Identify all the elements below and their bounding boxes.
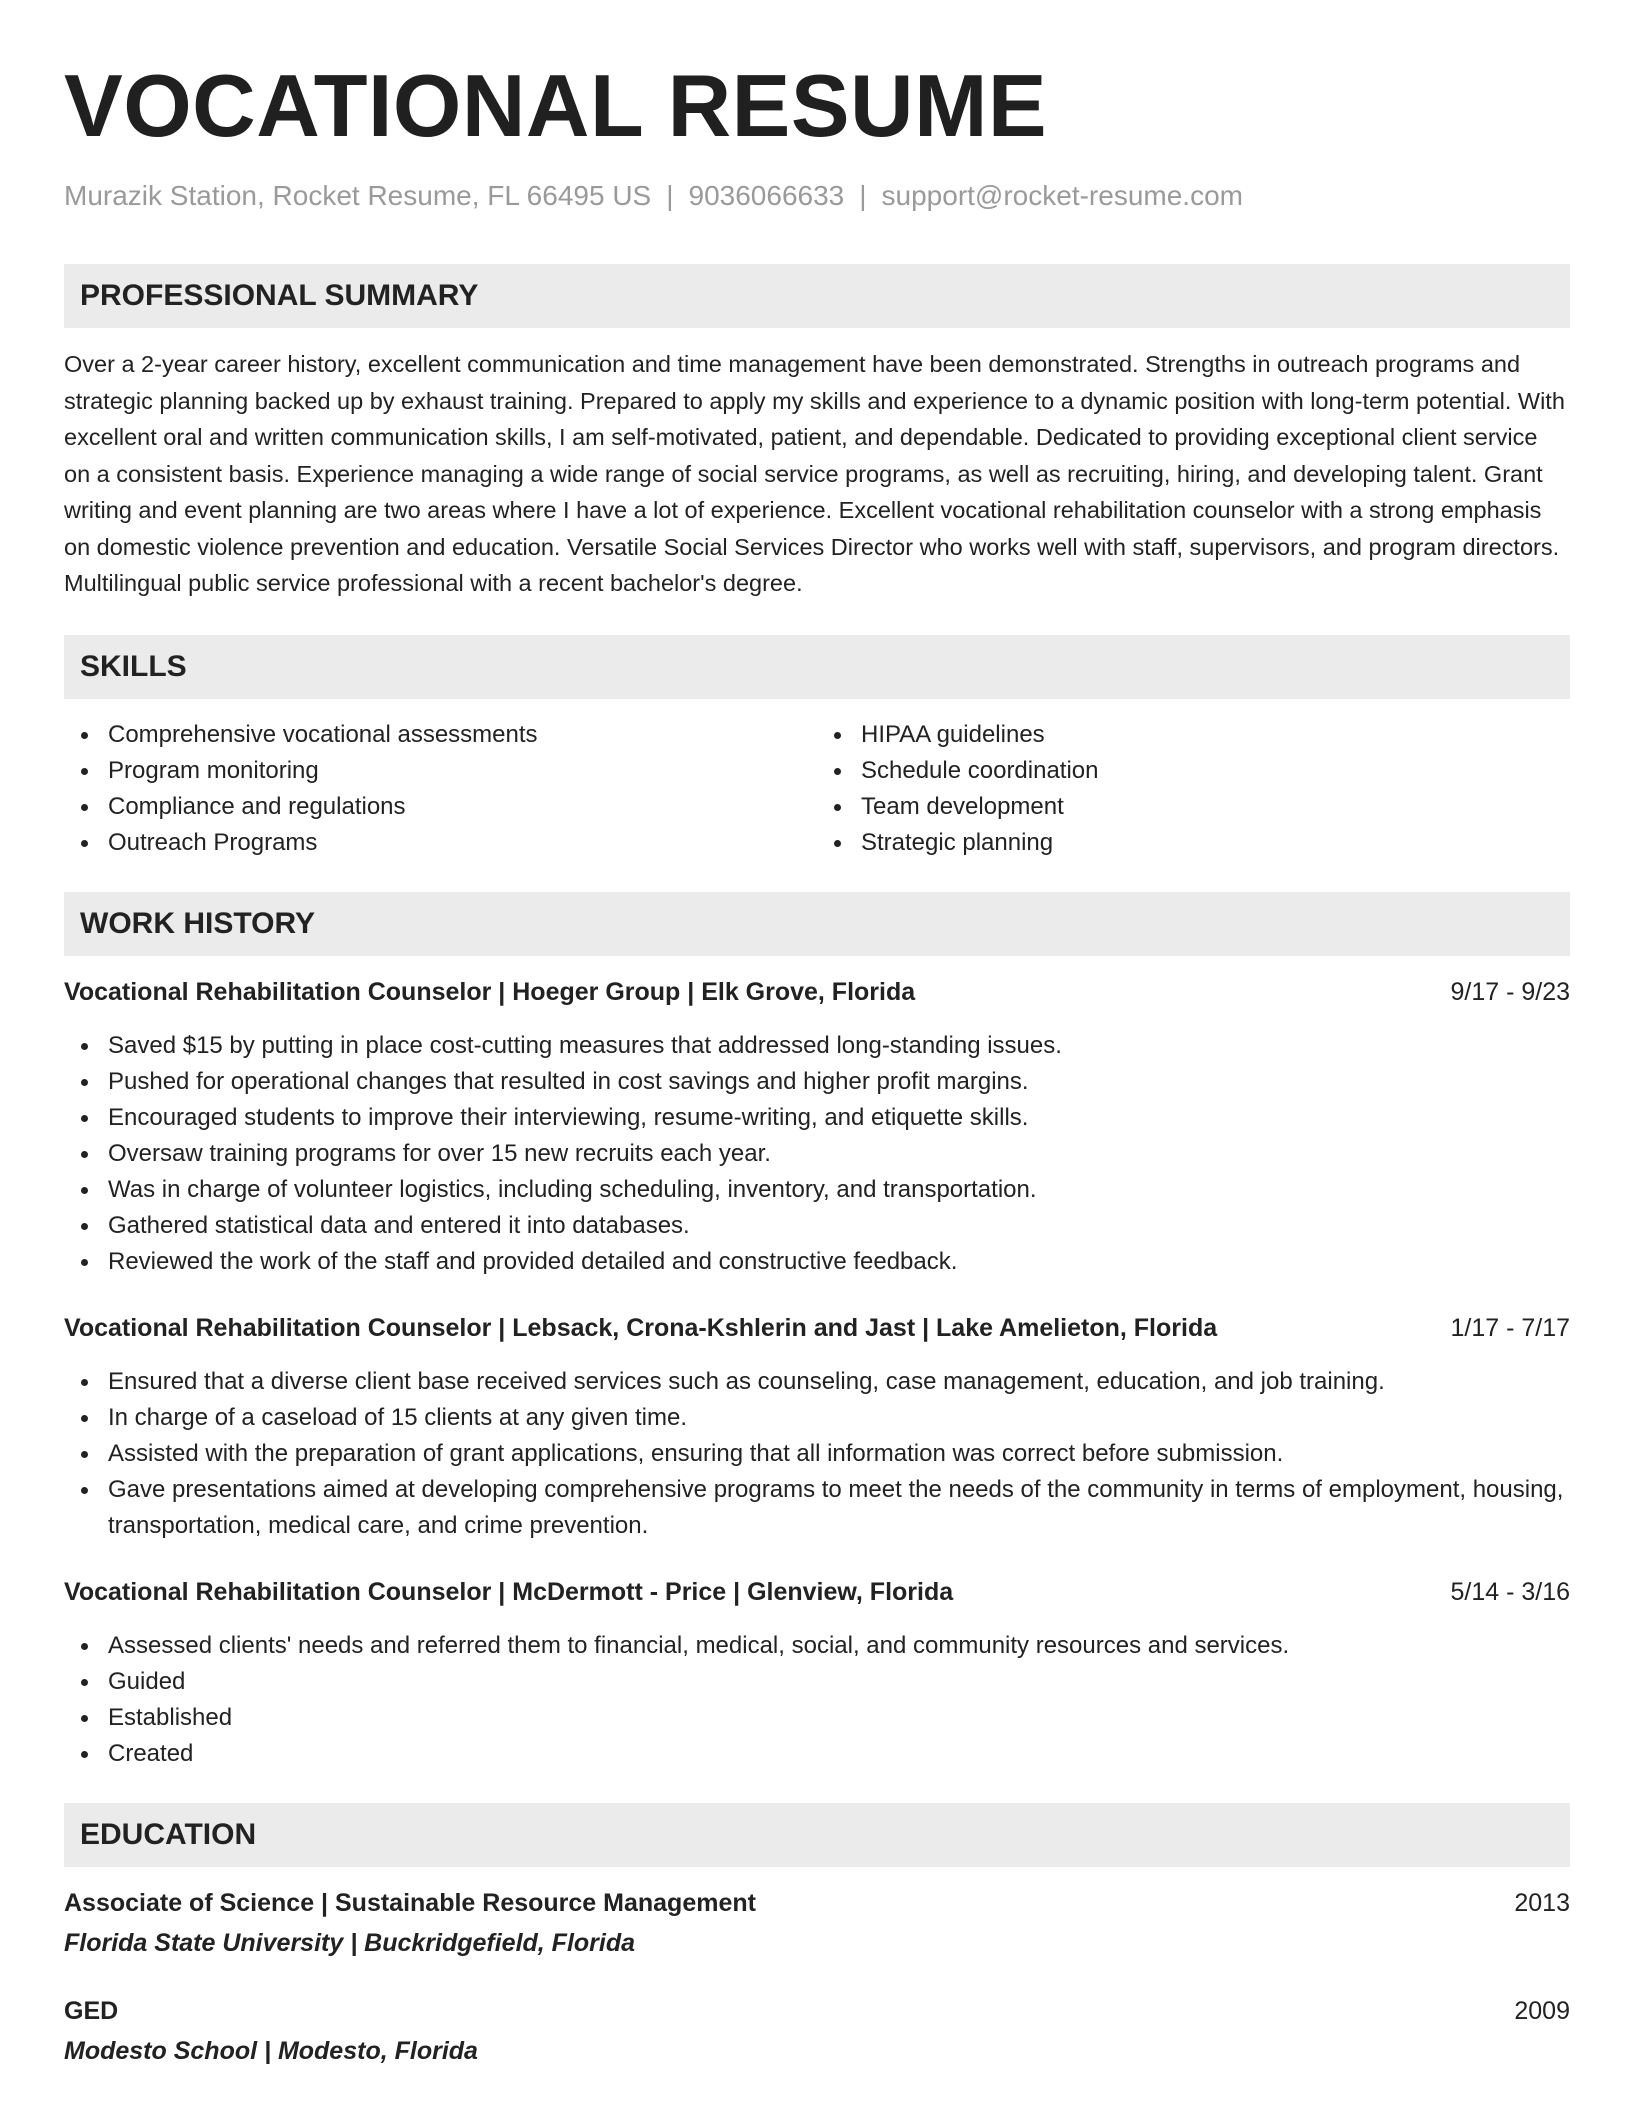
job-bullet: Oversaw training programs for over 15 new recruits each year. [108,1136,1570,1172]
job-title: Vocational Rehabilitation Counselor | McDermott - Price | Glenview, Florida [64,1577,954,1606]
education-school: Florida State University | Buckridgefield, Florida [64,1928,636,1957]
skills-heading: SKILLS [64,635,1570,699]
education-year: 2013 [1514,1888,1570,1917]
contact-line [64,178,1570,214]
skill-item: Outreach Programs [108,825,817,861]
job-bullet: Was in charge of volunteer logistics, including scheduling, inventory, and transportation. [108,1172,1570,1208]
education-year: 2009 [1514,1996,1570,2025]
education-degree: Associate of Science | Sustainable Resource Management [64,1888,756,1917]
job-bullet: In charge of a caseload of 15 clients at any given time. [108,1400,1570,1436]
skills-right-column [817,717,1570,861]
job-title-row [64,1310,1570,1346]
job-bullet: Gave presentations aimed at developing comprehensive programs to meet the needs of the community in terms of employment, housing, transportation, medical care, and crime prevention. [108,1472,1570,1544]
job-bullet: Assisted with the preparation of grant applications, ensuring that all information was correct before submission. [108,1436,1570,1472]
job-entry [64,974,1570,1280]
skills-left-column [64,717,817,861]
education-row [64,1885,1570,1921]
job-entry [64,1310,1570,1544]
contact-separator: | [666,180,674,211]
skill-item: Strategic planning [861,825,1570,861]
job-bullet: Assessed clients' needs and referred them to financial, medical, social, and community resources and services. [108,1628,1570,1664]
job-bullet: Reviewed the work of the staff and provided detailed and constructive feedback. [108,1244,1570,1280]
skill-item: Compliance and regulations [108,789,817,825]
education-degree: GED [64,1996,119,2025]
work-history-heading: WORK HISTORY [64,892,1570,956]
job-title-row [64,1574,1570,1610]
resume-title: VOCATIONAL RESUME [64,56,1048,155]
education-school: Modesto School | Modesto, Florida [64,2036,478,2065]
job-bullets [64,1628,1570,1772]
job-dates: 5/14 - 3/16 [1450,1577,1570,1606]
contact-separator: | [859,180,867,211]
job-title: Vocational Rehabilitation Counselor | Lebsack, Crona-Kshlerin and Jast | Lake Amelieton, Florida [64,1313,1218,1342]
job-bullet: Created [108,1736,1570,1772]
skill-item: Schedule coordination [861,753,1570,789]
skill-item: Program monitoring [108,753,817,789]
resume-page [64,0,1570,2069]
job-title-row [64,974,1570,1010]
job-bullet: Encouraged students to improve their interviewing, resume-writing, and etiquette skills. [108,1100,1570,1136]
job-bullet: Gathered statistical data and entered it into databases. [108,1208,1570,1244]
contact-phone: 9036066633 [688,180,845,211]
job-bullets [64,1364,1570,1544]
job-title: Vocational Rehabilitation Counselor | Hoeger Group | Elk Grove, Florida [64,977,916,1006]
job-dates: 9/17 - 9/23 [1450,977,1570,1006]
job-bullet: Guided [108,1664,1570,1700]
education-entry [64,1885,1570,1961]
job-bullets [64,1028,1570,1280]
job-bullet: Pushed for operational changes that resulted in cost savings and higher profit margins. [108,1064,1570,1100]
contact-address: Murazik Station, Rocket Resume, FL 66495 US [64,180,652,211]
skill-item: HIPAA guidelines [861,717,1570,753]
education-row [64,1993,1570,2029]
job-bullet: Established [108,1700,1570,1736]
job-entry [64,1574,1570,1772]
skills-grid [64,717,1570,861]
job-dates: 1/17 - 7/17 [1450,1313,1570,1342]
skill-item: Comprehensive vocational assessments [108,717,817,753]
contact-email: support@rocket-resume.com [881,180,1243,211]
job-bullet: Saved $15 by putting in place cost-cutting measures that addressed long-standing issues. [108,1028,1570,1064]
summary-heading: PROFESSIONAL SUMMARY [64,264,1570,328]
job-bullet: Ensured that a diverse client base received services such as counseling, case management, education, and job training. [108,1364,1570,1400]
summary-text: Over a 2-year career history, excellent communication and time management have been demonstrated. Strengths in outreach programs and strategic planning backed up by exhaust training. Prepared to apply my skills and experience to a dynamic position with long-term potential. With excellent oral and written communication skills, I am self-motivated, patient, and dependable. Dedicated to providing exceptional client service on a consistent basis. Experience managing a wide range of social service programs, as well as recruiting, hiring, and developing talent. Grant writing and event planning are two areas where I have a lot of experience. Excellent vocational rehabilitation counselor with a strong emphasis on domestic violence prevention and education. Versatile Social Services Director who works well with staff, supervisors, and program directors. Multilingual public service professional with a recent bachelor's degree. [64,351,1565,596]
skill-item: Team development [861,789,1570,825]
education-entry [64,1993,1570,2069]
education-heading: EDUCATION [64,1803,1570,1867]
